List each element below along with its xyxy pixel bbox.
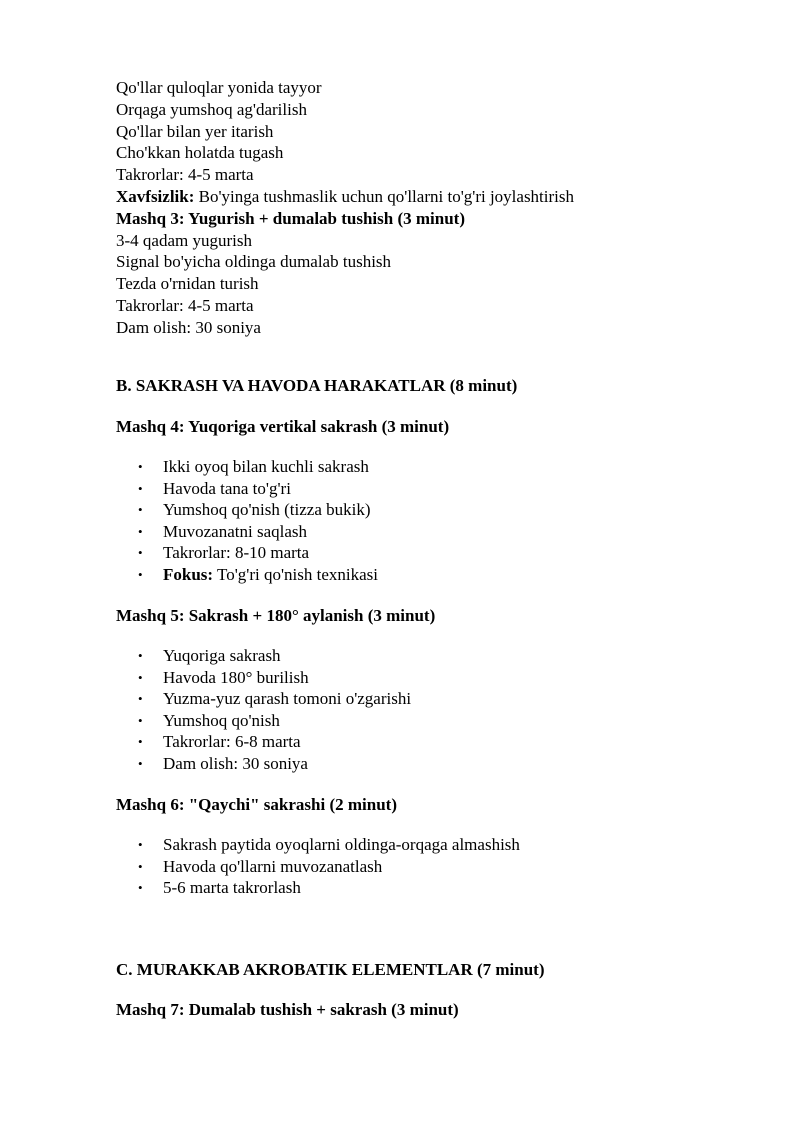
text-line: Tezda o'rnidan turish (116, 274, 259, 294)
bullet-icon: • (138, 566, 143, 582)
text-line: Qo'llar quloqlar yonida tayyor (116, 78, 322, 97)
exercise-4-list (116, 456, 378, 586)
list-item: • 5-6 marta takrorlash (138, 878, 301, 898)
text-line: Takrorlar: 4-5 marta (116, 165, 254, 185)
safety-label: Xavfsizlik: (116, 186, 195, 206)
bullet-icon: • (138, 459, 143, 474)
bullet-icon: • (138, 734, 143, 750)
list-item: • Yuqoriga sakrash (138, 646, 281, 665)
text-line: Qo'llar bilan yer itarish (116, 121, 274, 141)
exercise-3-title: Mashq 3: Yugurish + dumalab tushish (3 minut) (116, 208, 466, 228)
exercise-4-title: Mashq 4: Yuqoriga vertikal sakrash (3 minut) (116, 417, 450, 436)
bullet-icon: • (138, 648, 143, 663)
bullet-icon: • (138, 880, 143, 896)
safety-text: Bo'yinga tushmaslik uchun qo'llarni to'g'ri joylashtirish (194, 186, 575, 206)
bullet-icon: • (138, 858, 143, 874)
bullet-icon: • (138, 712, 143, 728)
list-item: • Takrorlar: 6-8 marta (138, 732, 301, 752)
text-line: Takrorlar: 4-5 marta (116, 295, 254, 315)
exercise-6-list (116, 834, 520, 899)
exercise-2-details (116, 77, 574, 339)
text-line: Signal bo'yicha oldinga dumalab tushish (116, 252, 392, 272)
text-line: Dam olish: 30 soniya (116, 317, 261, 337)
bullet-icon: • (138, 837, 143, 852)
safety-line (116, 186, 574, 208)
exercise-5-list (116, 645, 411, 775)
list-item: • Dam olish: 30 soniya (138, 753, 308, 773)
bullet-icon: • (138, 502, 143, 518)
list-item: • Yumshoq qo'nish (tizza bukik) (138, 500, 371, 520)
text-line: 3-4 qadam yugurish (116, 230, 252, 250)
list-item: • Sakrash paytida oyoqlarni oldinga-orqaga almashish (138, 835, 520, 854)
list-item: • Takrorlar: 8-10 marta (138, 543, 310, 563)
focus-label: Fokus: (163, 564, 214, 584)
bullet-icon: • (138, 480, 143, 496)
exercise-5-title: Mashq 5: Sakrash + 180° aylanish (3 minut) (116, 606, 436, 625)
list-item: • Havoda tana to'g'ri (138, 478, 291, 498)
section-b-heading: B. SAKRASH VA HAVODA HARAKATLAR (8 minut) (116, 376, 518, 395)
bullet-icon: • (138, 523, 143, 539)
text-line: Cho'kkan holatda tugash (116, 143, 284, 163)
section-c-heading: C. MURAKKAB AKROBATIK ELEMENTLAR (7 minut) (116, 960, 545, 979)
bullet-icon: • (138, 691, 143, 707)
list-item: • Havoda 180° burilish (138, 667, 309, 687)
list-item: • Muvozanatni saqlash (138, 521, 307, 541)
bullet-icon: • (138, 669, 143, 685)
bullet-icon: • (138, 545, 143, 561)
bullet-icon: • (138, 755, 143, 771)
text-line: Orqaga yumshoq ag'darilish (116, 99, 307, 119)
list-item: • Ikki oyoq bilan kuchli sakrash (138, 457, 369, 476)
exercise-6-title: Mashq 6: "Qaychi" sakrashi (2 minut) (116, 795, 397, 814)
list-item: • Fokus: To'g'ri qo'nish texnikasi (138, 564, 379, 584)
list-item: • Yumshoq qo'nish (138, 710, 280, 730)
list-item: • Havoda qo'llarni muvozanatlash (138, 856, 383, 876)
exercise-7-title: Mashq 7: Dumalab tushish + sakrash (3 minut) (116, 1000, 459, 1019)
list-item: • Yuzma-yuz qarash tomoni o'zgarishi (138, 689, 412, 709)
